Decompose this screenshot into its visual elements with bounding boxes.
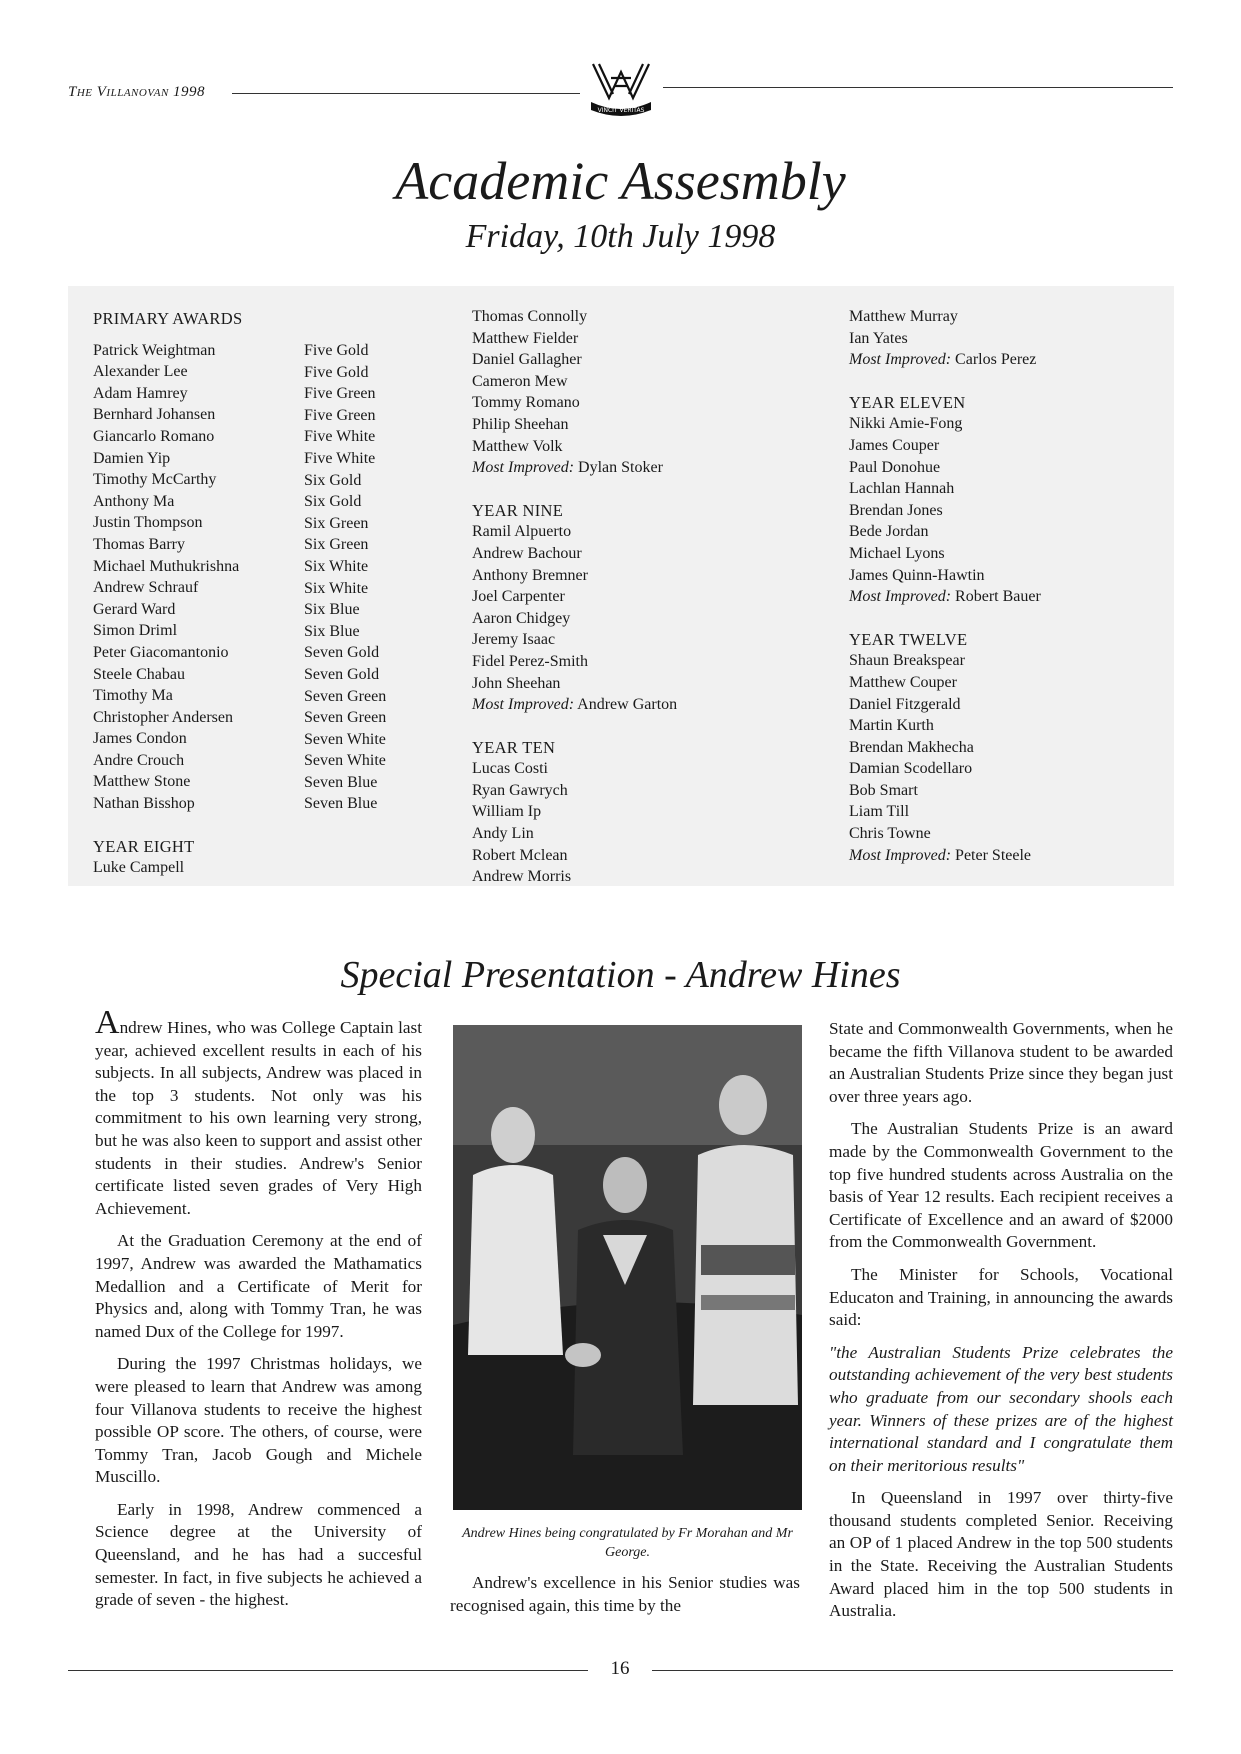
award-name: Luke Campell [93, 859, 185, 877]
awards-column-primary [93, 308, 242, 879]
award-name: Michael Lyons [849, 544, 945, 562]
award-class: Seven Blue [304, 795, 378, 813]
award-name: Matthew Couper [849, 673, 957, 691]
award-name: Bob Smart [849, 781, 918, 799]
article-paragraph: During the 1997 Christmas holidays, we were pleased to learn that Andrew was among four Villanova students to receive the highest possible OP score. The others, of course, were Tommy Tran, Jacob Gough and Michele Muscillo. [95, 1354, 422, 1487]
article-paragraph: The Minister for Schools, Vocational Educaton and Training, in announcing the awards said: [829, 1264, 1173, 1330]
award-name: Anthony Ma [93, 492, 175, 510]
award-class: Seven Gold [304, 644, 380, 662]
year-twelve-most-improved: Most Improved: Peter Steele [849, 846, 1032, 864]
article-paragraph: In Queensland in 1997 over thirty-five thousand students completed Senior. Receiving an OP of 1 placed Andrew in the top 500 students in the State. Receiving the Australian Students Award placed him in the top 500 students in Australia. [829, 1488, 1173, 1621]
awards-column-right [849, 306, 1041, 866]
award-name: Cameron Mew [472, 372, 568, 390]
article-paragraph: State and Commonwealth Governments, when he became the fifth Villanova student to be awarded an Australian Students Prize since they began just over three years ago. [829, 1019, 1173, 1106]
award-name: Andy Lin [472, 825, 534, 843]
header-rule-left [232, 93, 580, 94]
logo-motto: VINCIT VERITAS [597, 107, 645, 114]
awards-column-middle [472, 306, 677, 888]
year-ten-heading: YEAR TEN [472, 737, 556, 757]
drop-cap: A [95, 1004, 120, 1041]
award-name: Daniel Fitzgerald [849, 695, 961, 713]
award-class: Five Gold [304, 342, 369, 359]
award-name: Shaun Breakspear [849, 652, 965, 670]
award-name: William Ip [472, 803, 542, 821]
year-nine-most-improved: Most Improved: Andrew Garton [472, 696, 678, 714]
middle-paragraph: Andrew's excellence in his Senior studies was recognised again, this time by the [450, 1573, 800, 1615]
presentation-photo [453, 1025, 802, 1510]
award-name: Matthew Fielder [472, 329, 579, 347]
award-name: Ramil Alpuerto [472, 523, 572, 541]
award-name: Liam Till [849, 803, 910, 821]
award-class: Six Green [304, 514, 369, 532]
award-name: Martin Kurth [849, 717, 934, 735]
award-name: Lachlan Hannah [849, 480, 955, 498]
award-name: Andrew Morris [472, 868, 572, 886]
award-name: Adam Hamrey [93, 384, 188, 402]
article-paragraph: The Australian Students Prize is an award made by the Commonwealth Government to the top five hundred students across Australia on the basis of Year 12 results. Each recipient receives a Certificate of Excellence and an award of $2000 from the Commonwealth Government. [829, 1119, 1173, 1252]
year-nine-heading: YEAR NINE [472, 500, 564, 520]
award-name: Aaron Chidgey [472, 609, 571, 627]
award-class: Five Green [304, 385, 376, 403]
award-name: Simon Driml [93, 622, 178, 640]
paragraph-text: ndrew Hines, who was College Captain last year, achieved excellent results in each of his subjects. In all subjects, Andrew was placed in the top 3 students. Not only was his commitment to his own learning very strong, but he was also keen to support and assist other students in their studies. Andrew's Senior certificate listed seven grades of Very High Achievement. [95, 1018, 422, 1218]
award-name: Timothy Ma [93, 687, 173, 705]
year-eight-list-cont [472, 306, 677, 457]
award-name: Thomas Connolly [472, 308, 588, 325]
award-class: Six White [304, 579, 369, 597]
award-name: Paul Donohue [849, 458, 941, 476]
primary-awards-heading: PRIMARY AWARDS [93, 309, 243, 328]
award-name: Nikki Amie-Fong [849, 415, 963, 433]
award-name: Chris Towne [849, 825, 931, 843]
article-left-column [95, 1004, 422, 1622]
award-name: Jeremy Isaac [472, 631, 556, 649]
award-name: Matthew Stone [93, 773, 191, 791]
award-class: Five White [304, 428, 376, 446]
award-name: James Quinn-Hawtin [849, 566, 985, 584]
award-name: Patrick Weightman [93, 341, 216, 359]
publication-prefix: The [68, 84, 93, 100]
award-class: Seven White [304, 752, 386, 770]
award-class: Seven Green [304, 687, 387, 705]
award-name: Matthew Murray [849, 308, 958, 325]
award-class: Five White [304, 449, 376, 467]
year-nine-list [472, 521, 677, 694]
award-class: Seven Green [304, 709, 387, 727]
award-name: Damian Scodellaro [849, 760, 973, 778]
award-class: Six White [304, 557, 369, 575]
award-name: Ian Yates [849, 329, 908, 347]
article-middle-column [450, 1572, 800, 1627]
award-name: Tommy Romano [472, 394, 580, 412]
year-eleven-list [849, 413, 1041, 586]
award-name: Fidel Perez-Smith [472, 652, 588, 670]
award-name: Anthony Bremner [472, 566, 588, 584]
page-title: Academic Assesmbly [395, 151, 846, 211]
award-class: Five Green [304, 406, 376, 424]
award-name: Timothy McCarthy [93, 471, 217, 489]
award-name: Andrew Bachour [472, 544, 582, 562]
award-class: Seven Blue [304, 773, 378, 791]
year-eleven-heading: YEAR ELEVEN [849, 392, 966, 412]
year-eight-heading: YEAR EIGHT [93, 836, 195, 856]
year-eight-list-start [93, 857, 242, 879]
year-twelve-list [849, 650, 1041, 844]
award-name: Ryan Gawrych [472, 781, 568, 799]
award-name: Joel Carpenter [472, 588, 565, 606]
award-name: Bernhard Johansen [93, 406, 216, 424]
year-eight-most-improved: Most Improved: Dylan Stoker [472, 459, 663, 477]
footer-rule-left [68, 1670, 588, 1671]
article-paragraph [95, 1004, 422, 1220]
award-name: Lucas Costi [472, 760, 548, 778]
footer-rule-right [652, 1670, 1173, 1671]
page-subtitle: Friday, 10th July 1998 [465, 218, 776, 255]
award-class: Six Blue [304, 601, 360, 619]
award-name: James Couper [849, 436, 940, 454]
award-name: Brendan Jones [849, 501, 943, 519]
publication-name: Villanovan [96, 84, 169, 100]
award-name: Philip Sheehan [472, 415, 569, 433]
college-crest-logo [585, 58, 657, 120]
award-class: Six Green [304, 536, 369, 554]
year-ten-list-cont [849, 306, 1041, 349]
award-name: Steele Chabau [93, 665, 185, 683]
award-name: Thomas Barry [93, 535, 185, 553]
award-name: Bede Jordan [849, 523, 929, 541]
article-paragraph: At the Graduation Ceremony at the end of 1997, Andrew was awarded the Mathamatics Medallion and a Certificate of Merit for Physics and, along with Tommy Tran, he was named Dux of the College for 1997. [95, 1231, 422, 1341]
header-rule-right [663, 87, 1173, 88]
award-name: Andrew Schrauf [93, 579, 199, 597]
award-name: Christopher Andersen [93, 708, 233, 726]
page-number: 16 [610, 1658, 630, 1679]
award-class: Five Gold [304, 363, 369, 381]
primary-names-list [93, 340, 242, 815]
award-name: Nathan Bisshop [93, 795, 195, 813]
award-name: Brendan Makhecha [849, 738, 974, 756]
year-ten-list-start [472, 758, 677, 888]
award-name: Giancarlo Romano [93, 427, 215, 445]
photo-caption: Andrew Hines being congratulated by Fr Morahan and Mr George. [462, 1526, 793, 1560]
year-eleven-most-improved: Most Improved: Robert Bauer [849, 588, 1041, 606]
publication-year: 1998 [173, 84, 206, 100]
award-name: Andre Crouch [93, 751, 185, 769]
year-twelve-heading: YEAR TWELVE [849, 629, 968, 649]
award-name: John Sheehan [472, 674, 561, 692]
award-class: Six Gold [304, 493, 362, 511]
award-name: Alexander Lee [93, 363, 188, 381]
award-name: Damien Yip [93, 449, 171, 467]
special-presentation-title: Special Presentation - Andrew Hines [340, 954, 901, 996]
award-class: Seven Gold [304, 665, 380, 683]
award-name: Gerard Ward [93, 600, 176, 618]
award-name: Peter Giacomantonio [93, 643, 229, 661]
year-ten-most-improved: Most Improved: Carlos Perez [849, 351, 1037, 369]
award-name: Justin Thompson [93, 514, 203, 532]
article-paragraph: Early in 1998, Andrew commenced a Science degree at the University of Queensland, and he has had a succesful semester. In fact, in five subjects he achieved a grade of seven - the highest. [95, 1499, 422, 1610]
primary-classes-list [304, 340, 386, 815]
award-name: Matthew Volk [472, 437, 563, 455]
award-class: Six Blue [304, 622, 360, 640]
award-name: Michael Muthukrishna [93, 557, 240, 575]
award-name: Robert Mclean [472, 846, 568, 864]
award-class: Six Gold [304, 471, 362, 489]
award-name: Daniel Gallagher [472, 351, 582, 369]
running-header [68, 84, 205, 101]
award-class: Seven White [304, 730, 386, 748]
award-name: James Condon [93, 730, 187, 748]
article-right-column [829, 1018, 1173, 1633]
minister-quote: "the Australian Students Prize celebrates the outstanding achievement of the very best students who graduate from our secondary shools each year. Winners of these prizes are of the highest international standard and I congratulate them on their meritorious results" [829, 1342, 1173, 1475]
